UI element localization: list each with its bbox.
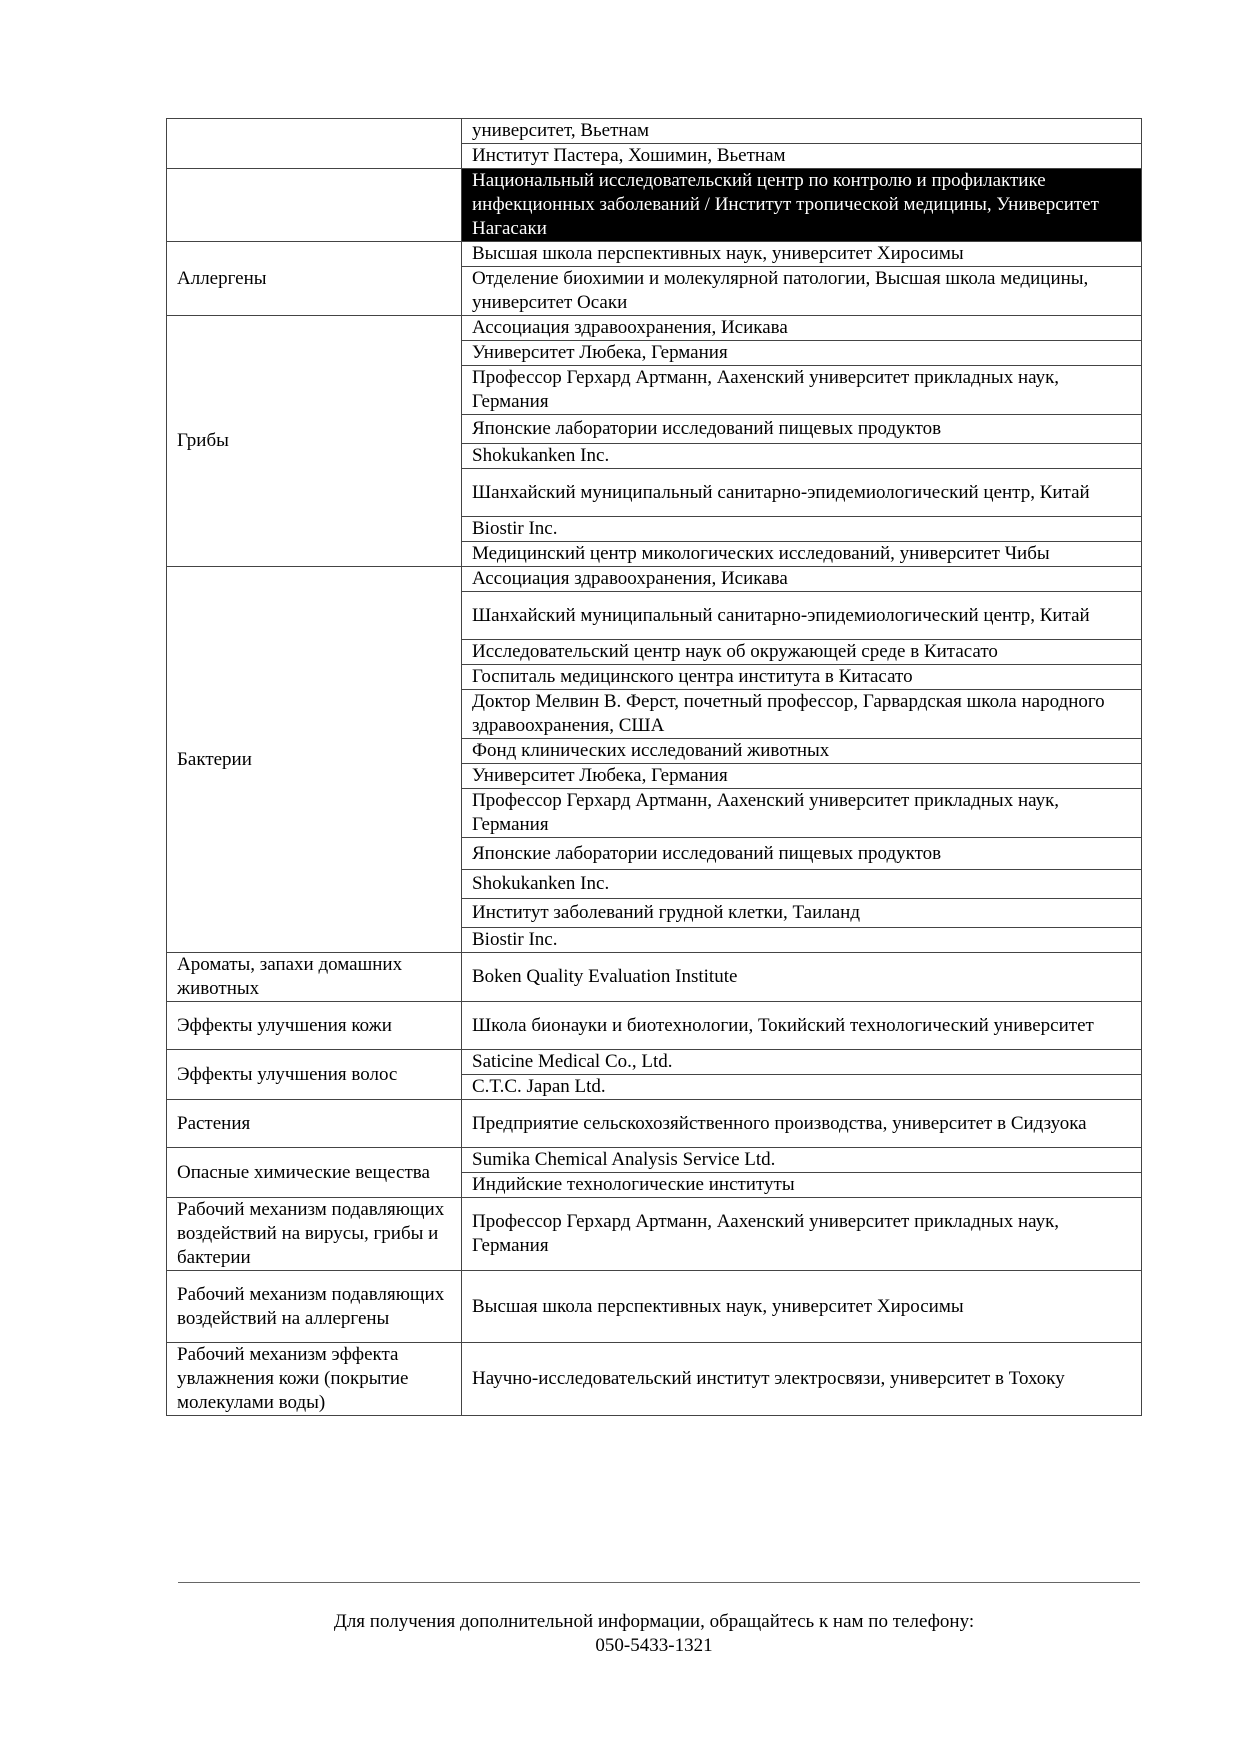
organization-cell: Boken Quality Evaluation Institute: [462, 953, 1142, 1002]
organization-cell: Высшая школа перспективных наук, университет Хиросимы: [462, 242, 1142, 267]
category-cell: Рабочий механизм эффекта увлажнения кожи (покрытие молекулами воды): [167, 1343, 462, 1416]
organization-cell: Biostir Inc.: [462, 517, 1142, 542]
organization-cell: Biostir Inc.: [462, 928, 1142, 953]
category-cell: Аллергены: [167, 242, 462, 316]
organization-cell: Медицинский центр микологических исследований, университет Чибы: [462, 542, 1142, 567]
table-row: [167, 119, 1142, 144]
table-row: [167, 953, 1142, 1002]
organization-cell: C.T.C. Japan Ltd.: [462, 1075, 1142, 1100]
organization-cell: Госпиталь медицинского центра института в Китасато: [462, 665, 1142, 690]
organization-cell: Профессор Герхард Артманн, Аахенский университет прикладных наук, Германия: [462, 366, 1142, 415]
table-row: [167, 242, 1142, 267]
organization-cell: Шанхайский муниципальный санитарно-эпидемиологический центр, Китай: [462, 469, 1142, 517]
category-cell: Ароматы, запахи домашних животных: [167, 953, 462, 1002]
organization-cell: Индийские технологические институты: [462, 1173, 1142, 1198]
footer-divider: [178, 1582, 1140, 1583]
table-row: [167, 169, 1142, 242]
organization-cell: Университет Любека, Германия: [462, 341, 1142, 366]
organization-cell: Фонд клинических исследований животных: [462, 739, 1142, 764]
category-cell: Эффекты улучшения волос: [167, 1050, 462, 1100]
organization-cell: Shokukanken Inc.: [462, 870, 1142, 899]
organization-cell: Ассоциация здравоохранения, Исикава: [462, 567, 1142, 592]
organization-cell: Японские лаборатории исследований пищевых продуктов: [462, 838, 1142, 870]
organization-cell: Научно-исследовательский институт электросвязи, университет в Тохоку: [462, 1343, 1142, 1416]
category-cell: [167, 169, 462, 242]
footer: [166, 1610, 1142, 1658]
organization-cell: Шанхайский муниципальный санитарно-эпидемиологический центр, Китай: [462, 592, 1142, 640]
table-row: [167, 567, 1142, 592]
organization-cell: Профессор Герхард Артманн, Аахенский университет прикладных наук, Германия: [462, 789, 1142, 838]
organization-cell: Отделение биохимии и молекулярной патологии, Высшая школа медицины, университет Осаки: [462, 267, 1142, 316]
table-row: [167, 1271, 1142, 1343]
category-cell: Эффекты улучшения кожи: [167, 1002, 462, 1050]
category-cell: Рабочий механизм подавляющих воздействий на вирусы, грибы и бактерии: [167, 1198, 462, 1271]
organization-cell: Университет Любека, Германия: [462, 764, 1142, 789]
organization-cell: Предприятие сельскохозяйственного производства, университет в Сидзуока: [462, 1100, 1142, 1148]
organization-cell-highlighted: Национальный исследовательский центр по контролю и профилактике инфекционных заболеваний / Институт тропической медицины, Университет Нагасаки: [462, 169, 1142, 242]
table-row: [167, 1050, 1142, 1075]
table-row: [167, 1198, 1142, 1271]
organization-cell: Институт Пастера, Хошимин, Вьетнам: [462, 144, 1142, 169]
organization-cell: Ассоциация здравоохранения, Исикава: [462, 316, 1142, 341]
table-row: [167, 1002, 1142, 1050]
organizations-table: [166, 118, 1142, 1416]
category-cell: [167, 119, 462, 169]
table-row: [167, 1100, 1142, 1148]
footer-contact-text: Для получения дополнительной информации, обращайтесь к нам по телефону:: [333, 1611, 975, 1632]
organization-cell: Доктор Мелвин В. Ферст, почетный профессор, Гарвардская школа народного здравоохранения, США: [462, 690, 1142, 739]
table-body: [167, 119, 1142, 1416]
category-cell: Грибы: [167, 316, 462, 567]
category-cell: Рабочий механизм подавляющих воздействий на аллергены: [167, 1271, 462, 1343]
organization-cell: Школа бионауки и биотехнологии, Токийский технологический университет: [462, 1002, 1142, 1050]
organization-cell: Профессор Герхард Артманн, Аахенский университет прикладных наук, Германия: [462, 1198, 1142, 1271]
category-cell: Опасные химические вещества: [167, 1148, 462, 1198]
category-cell: Растения: [167, 1100, 462, 1148]
organization-cell: Saticine Medical Co., Ltd.: [462, 1050, 1142, 1075]
table-row: [167, 1148, 1142, 1173]
organization-cell: Институт заболеваний грудной клетки, Таиланд: [462, 899, 1142, 928]
category-cell: Бактерии: [167, 567, 462, 953]
organization-cell: Японские лаборатории исследований пищевых продуктов: [462, 415, 1142, 444]
table-row: [167, 1343, 1142, 1416]
organization-cell: университет, Вьетнам: [462, 119, 1142, 144]
organization-cell: Shokukanken Inc.: [462, 444, 1142, 469]
footer-phone: 050-5433-1321: [595, 1635, 713, 1656]
organization-cell: Sumika Chemical Analysis Service Ltd.: [462, 1148, 1142, 1173]
table-row: [167, 316, 1142, 341]
organization-cell: Высшая школа перспективных наук, университет Хиросимы: [462, 1271, 1142, 1343]
organization-cell: Исследовательский центр наук об окружающей среде в Китасато: [462, 640, 1142, 665]
